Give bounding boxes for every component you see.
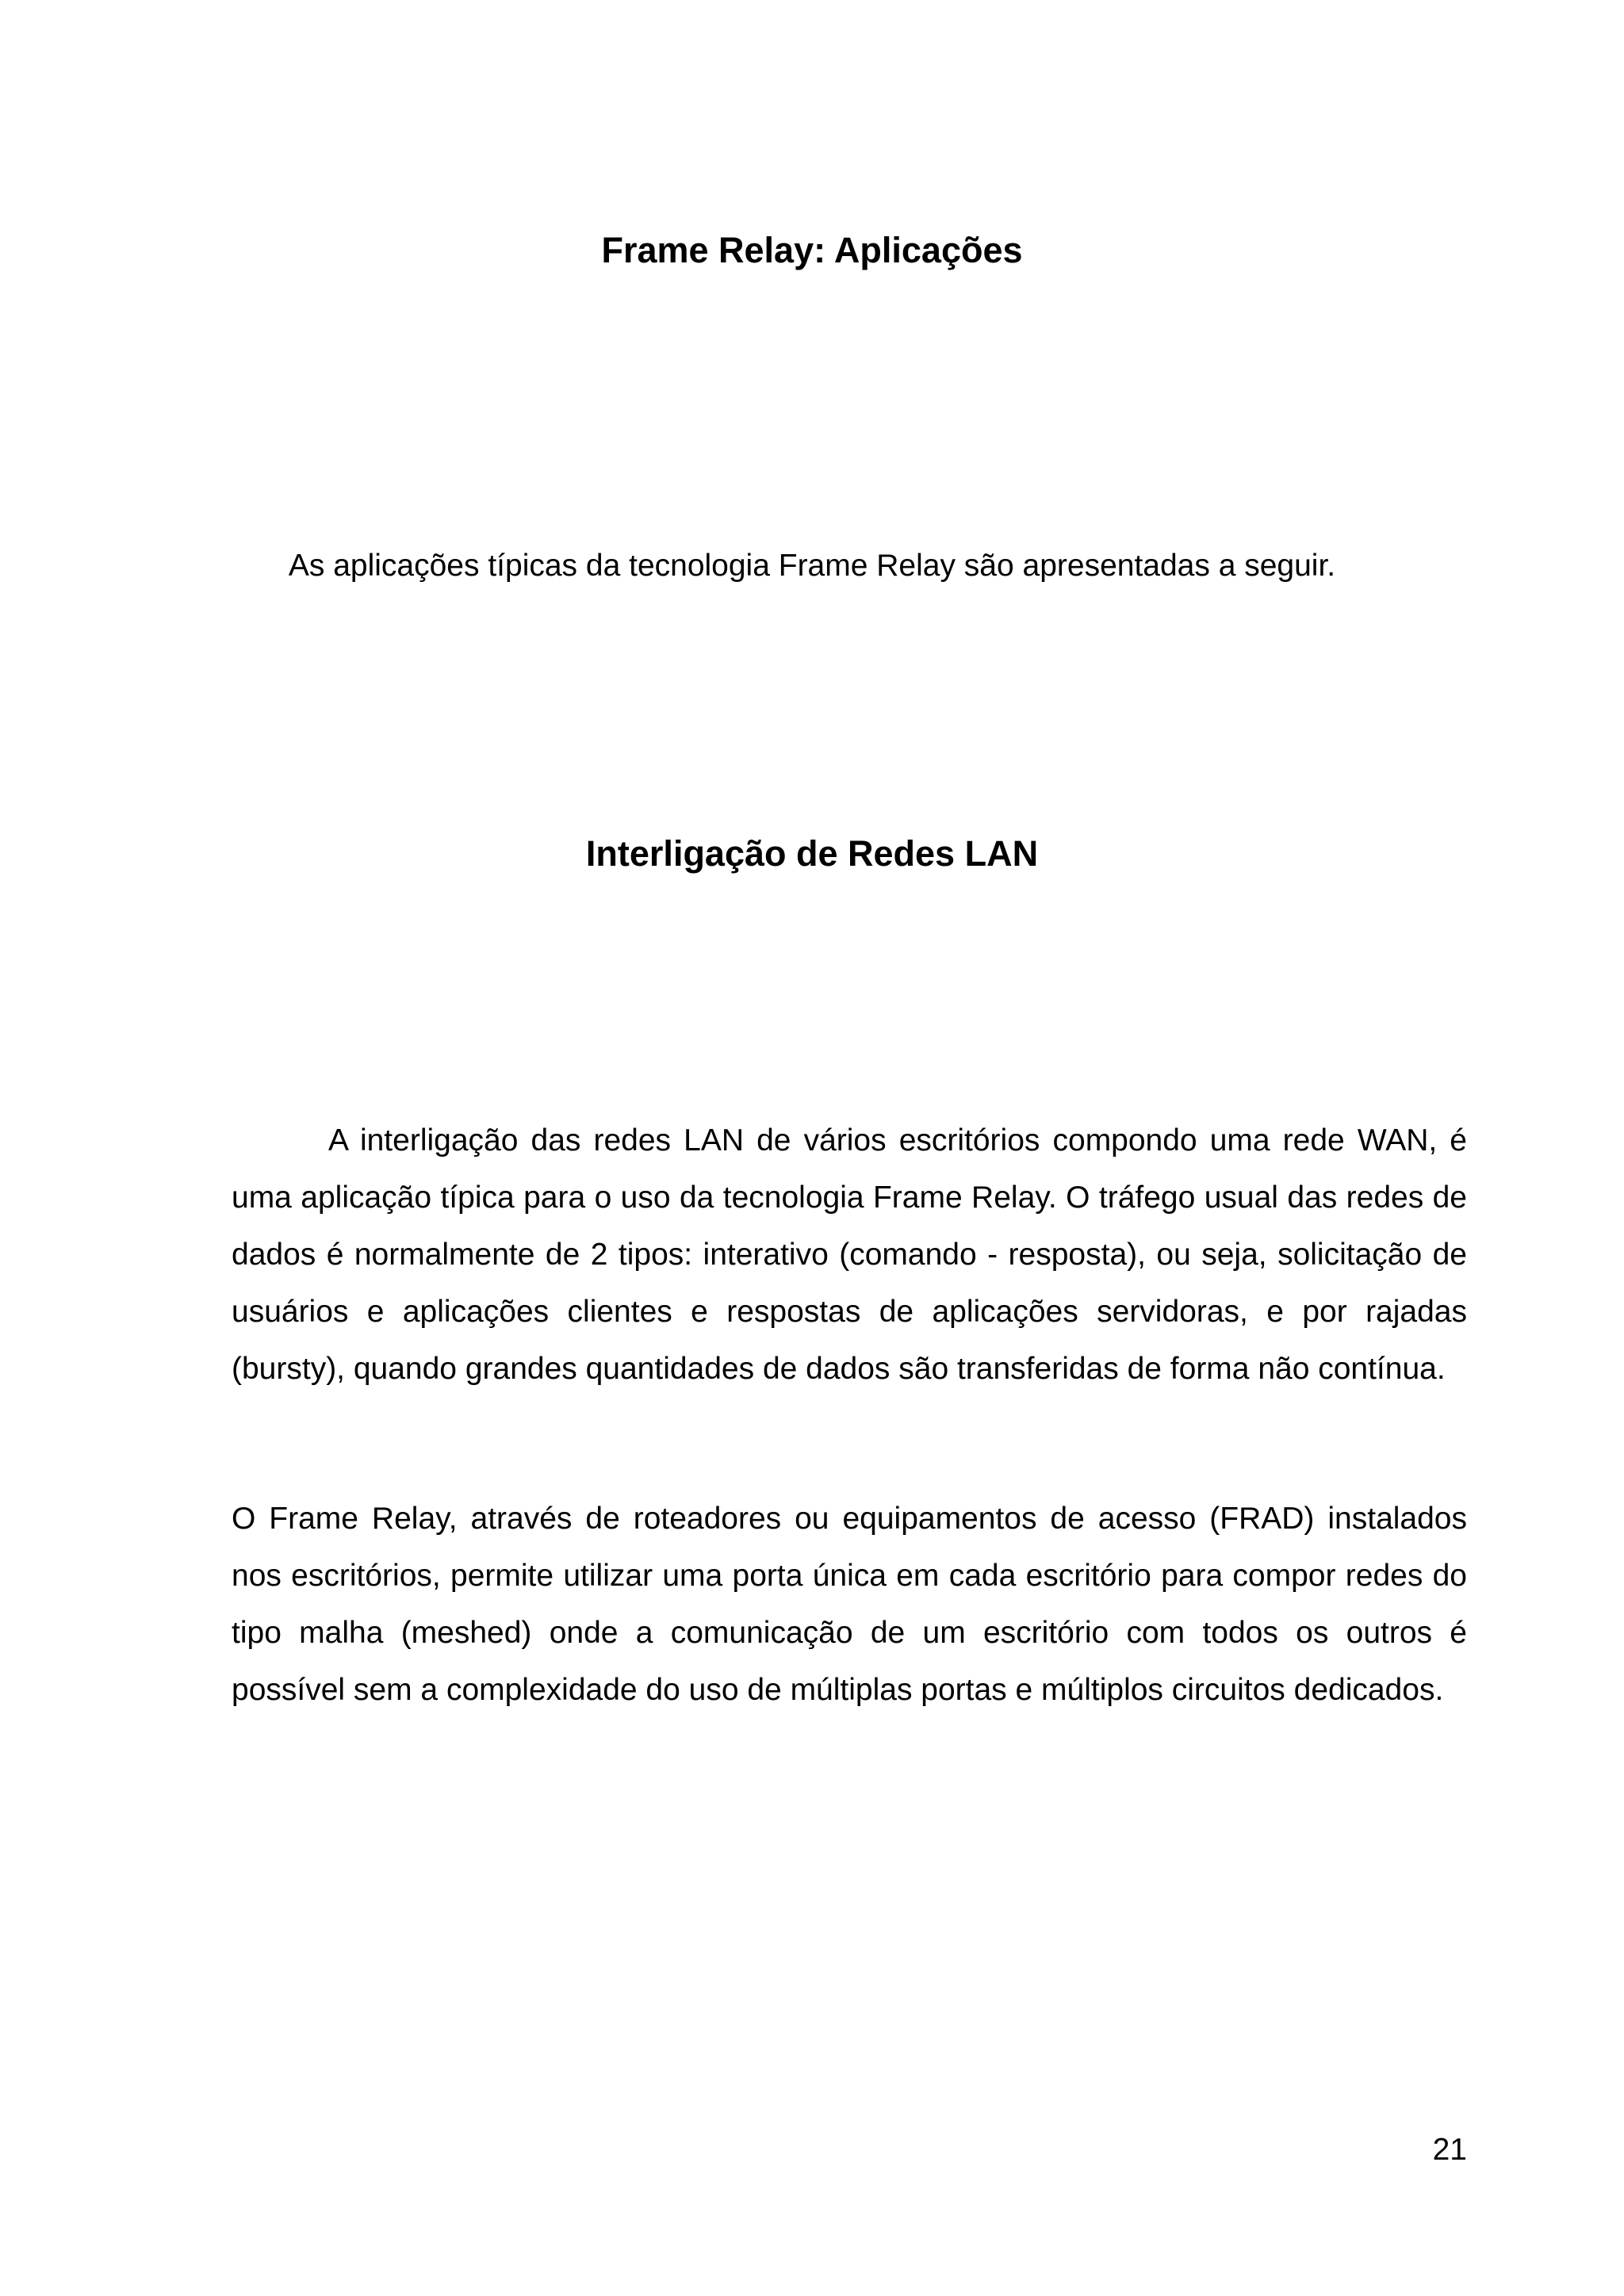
page-number: 21 <box>1432 2133 1467 2167</box>
page-title: Frame Relay: Aplicações <box>601 230 1023 270</box>
intro-paragraph: As aplicações típicas da tecnologia Frame Relay são apresentadas a seguir. <box>288 549 1336 583</box>
section-heading: Interligação de Redes LAN <box>585 833 1039 874</box>
body-paragraph: O Frame Relay, através de roteadores ou equipamentos de acesso (FRAD) instalados nos escritórios, permite utilizar uma porta única em cada escritório para compor redes do tipo malha (meshed) onde a comunicação de um escritório com todos os outros é possível sem a complexidade do uso de múltiplas portas e múltiplos circuitos dedicados. <box>232 1502 1467 1707</box>
body-paragraph: A interligação das redes LAN de vários escritórios compondo uma rede WAN, é uma aplicação típica para o uso da tecnologia Frame Relay. O tráfego usual das redes de dados é normalmente de 2 tipos: interativo (comando - resposta), ou seja, solicitação de usuários e aplicações clientes e respostas de aplicações servidoras, e por rajadas (bursty), quando grandes quantidades de dados são transferidas de forma não contínua. <box>232 1123 1467 1386</box>
